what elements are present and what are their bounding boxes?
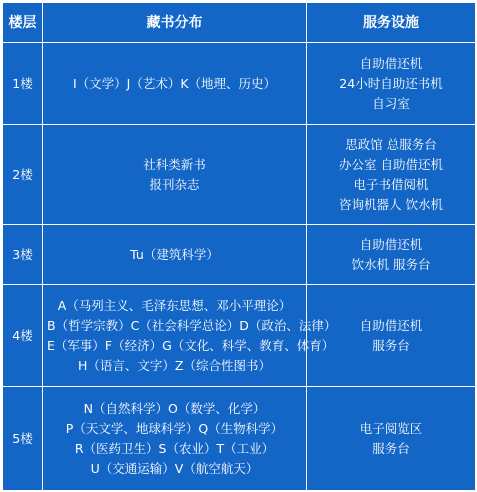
facilities-cell — [307, 387, 476, 491]
facility-line: 办公室 自助借还机 — [339, 156, 443, 172]
library-floor-table — [2, 2, 476, 491]
facility-line: 服务台 — [372, 440, 410, 456]
facility-line: 自助借还机 — [359, 317, 423, 333]
distribution-line: Tu（建筑科学） — [130, 246, 219, 262]
facility-line: 服务台 — [372, 337, 410, 353]
facilities-cell — [307, 125, 476, 225]
facility-line: 电子阅览区 — [359, 420, 423, 436]
floor-cell: 1楼 — [3, 43, 43, 125]
table-row — [3, 43, 476, 125]
table-row — [3, 125, 476, 225]
facility-line: 思政馆 总服务台 — [345, 136, 437, 152]
distribution-line: U（交通运输）V（航空航天） — [90, 460, 259, 476]
library-floor-table-container — [2, 2, 475, 490]
distribution-cell — [43, 285, 337, 387]
facility-line: 24小时自助还书机 — [339, 75, 443, 91]
table-row — [3, 285, 476, 387]
floor-cell: 2楼 — [3, 125, 43, 225]
distribution-cell — [43, 225, 307, 285]
distribution-cell — [43, 125, 307, 225]
facility-line: 自助借还机 — [359, 55, 423, 71]
header-row — [3, 3, 476, 43]
table-row — [3, 387, 476, 491]
facility-line: 自习室 — [372, 95, 410, 111]
facility-line: 饮水机 服务台 — [351, 256, 431, 272]
distribution-line: I（文学）J（艺术）K（地理、历史） — [72, 75, 277, 91]
facilities-cell — [307, 225, 476, 285]
header-facilities: 服务设施 — [307, 3, 476, 43]
facility-line: 电子书借阅机 — [353, 176, 429, 192]
distribution-line: 社科类新书 — [143, 156, 206, 172]
header-floor: 楼层 — [3, 3, 43, 43]
distribution-line: 报刊杂志 — [149, 176, 200, 192]
floor-cell: 4楼 — [3, 285, 43, 387]
header-distribution: 藏书分布 — [43, 3, 307, 43]
distribution-line: R（医药卫生）S（农业）T（工业） — [74, 440, 275, 456]
distribution-line: P（天文学、地球科学）Q（生物科学） — [65, 420, 284, 436]
distribution-line: A（马列主义、毛泽东思想、邓小平理论） — [57, 297, 292, 313]
table-row — [3, 225, 476, 285]
facilities-cell — [307, 43, 476, 125]
facility-line: 咨询机器人 饮水机 — [339, 196, 443, 212]
distribution-cell — [43, 387, 307, 491]
distribution-line: E（军事）F（经济）G（文化、科学、教育、体育） — [47, 337, 335, 353]
floor-cell: 5楼 — [3, 387, 43, 491]
distribution-line: B（哲学宗教）C（社会科学总论）D（政治、法律） — [47, 317, 337, 333]
facilities-cell — [307, 285, 476, 387]
distribution-line: N（自然科学）O（数学、化学） — [83, 400, 266, 416]
facility-line: 自助借还机 — [359, 236, 423, 252]
floor-cell: 3楼 — [3, 225, 43, 285]
distribution-line: H（语言、文字）Z（综合性图书） — [78, 357, 271, 373]
distribution-cell — [43, 43, 307, 125]
